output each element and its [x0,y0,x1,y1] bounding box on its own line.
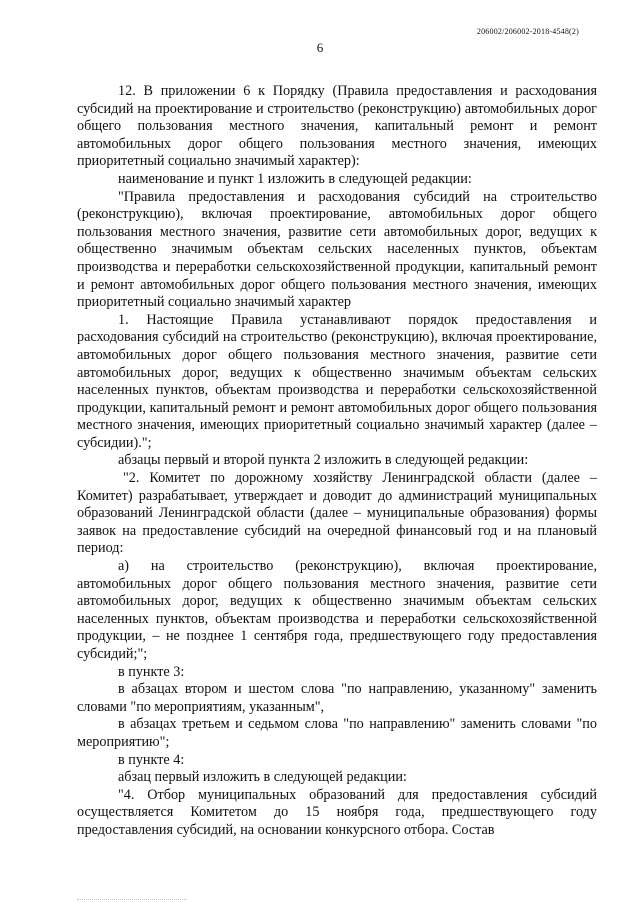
paragraph-point-2: "2. Комитет по дорожному хозяйству Ленинградской области (далее – Комитет) разрабатывает, утверждает и доводит до администраций муниципальных образований Ленинградской области (далее – муниципальные образования) формы заявок на предоставление субсидий на очередной финансовый год и на плановый период: [77,470,597,557]
paragraph-instruction: абзацы первый и второй пункта 2 изложить в следующей редакции: [118,452,529,469]
footer-scan-mark [77,899,187,901]
paragraph-instruction: в абзацах третьем и седьмом слова "по направлению" заменить словами "по мероприятию"; [77,716,597,750]
paragraph-instruction: в абзацах втором и шестом слова "по направлению, указанному" заменить словами "по мероприятиям, указанным", [77,681,597,715]
document-id: 206002/206002-2018-4548(2) [476,27,579,36]
paragraph-instruction: в пункте 3: [118,663,185,680]
paragraph-point-1: 1. Настоящие Правила устанавливают порядок предоставления и расходования субсидий на строительство (реконструкцию), включая проектирование, автомобильных дорог общего пользования местного значения, развитие сети автомобильных дорог, ведущих к общественно значимым объектам сельских населенных пунктов, объектам производства и переработки сельскохозяйственной продукции, капитальный ремонт и ремонт автомобильных дорог общего пользования местного значения, имеющих приоритетный социально значимый характер (далее – субсидии)."; [77,311,597,451]
paragraph-subpoint-a: а) на строительство (реконструкцию), включая проектирование, автомобильных дорог общего пользования местного значения, развитие сети автомобильных дорог, ведущих к общественно значимым объектам сельских населенных пунктов, объектам производства и переработки сельскохозяйственной продукции, – не позднее 1 сентября года, предшествующего году предоставления субсидий;"; [77,558,597,662]
page-number: 6 [316,40,324,55]
paragraph-instruction: наименование и пункт 1 изложить в следующей редакции: [118,170,472,187]
paragraph-instruction: абзац первый изложить в следующей редакции: [118,769,407,786]
paragraph-quote-title: "Правила предоставления и расходования субсидий на строительство (реконструкцию), включая проектирование, автомобильных дорог общего пользования местного значения, развитие сети автомобильных дорог, ведущих к общественно значимым объектам сельских населенных пунктов, объектам производства и переработки сельскохозяйственной продукции, капитальный ремонт и ремонт автомобильных дорог общего пользования местного значения, имеющих приоритетный социально значимый характер [77,188,597,311]
paragraph-point-4: "4. Отбор муниципальных образований для предоставления субсидий осуществляется Комитетом до 15 ноября года, предшествующего году предоставления субсидий, на основании конкурсного отбора. Состав [77,786,597,838]
paragraph-item-12: 12. В приложении 6 к Порядку (Правила предоставления и расходования субсидий на проектирование и строительство (реконструкцию) автомобильных дорог общего пользования местного значения, капитальный ремонт и ремонт автомобильных дорог общего пользования местного значения, имеющих приоритетный социально значимый характер): [77,83,597,170]
document-body [77,83,597,840]
paragraph-instruction: в пункте 4: [118,751,185,768]
